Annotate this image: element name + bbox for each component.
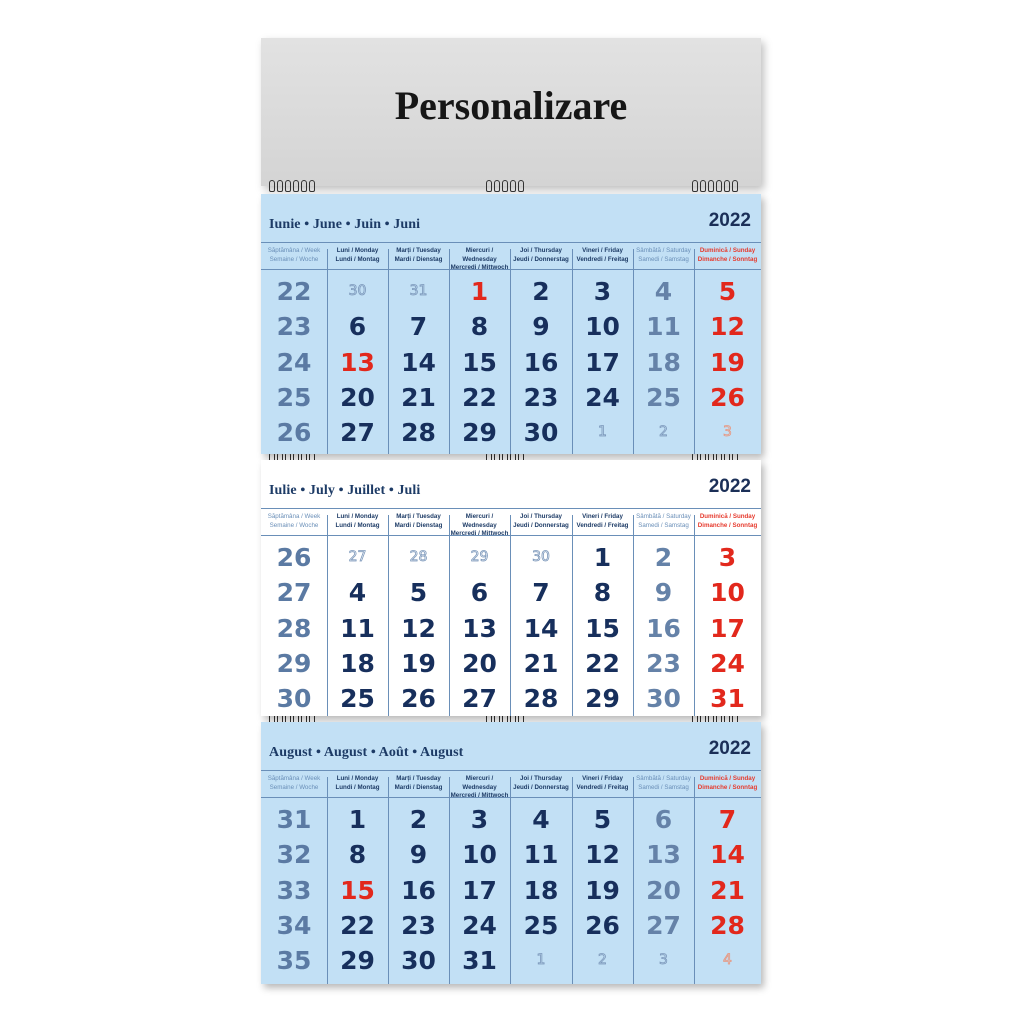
month-title: Iulie • July • Juillet • Juli [269, 483, 421, 498]
column-header-divider [261, 797, 761, 798]
column-header-line: Duminică / Sunday [699, 775, 756, 782]
column-header [572, 771, 633, 795]
column-header-line: Semaine / Woche [269, 521, 319, 529]
column-header-line: Dimanche / Sonntag [697, 521, 758, 529]
column-header [449, 509, 510, 537]
day-cell: 30 [532, 549, 550, 565]
day-cell: 31 [409, 283, 428, 299]
column-header [572, 243, 633, 267]
day-cell: 4 [723, 952, 732, 969]
column-header-line: Mercredi / Mittwoch [450, 530, 509, 537]
column-header [633, 243, 694, 267]
column-header-line: Luni / Monday [336, 247, 379, 254]
column-header [694, 771, 761, 795]
spiral-loop [692, 180, 698, 192]
day-cell: 5 [593, 805, 612, 834]
day-cell: 24 [462, 910, 497, 940]
day-cell: 3 [593, 277, 612, 306]
column-header [388, 509, 449, 533]
day-cell: 15 [462, 347, 497, 377]
day-cell: 16 [523, 347, 559, 377]
column-header-line: Duminică / Sunday [699, 513, 756, 520]
column-header [261, 243, 327, 267]
spiral-loop [700, 180, 706, 192]
column-header-line: Samedi / Samstag [638, 255, 689, 263]
column-header-line: Semaine / Woche [269, 255, 319, 263]
day-cell: 18 [340, 648, 375, 678]
month-panel [261, 194, 761, 454]
column-header-divider [261, 269, 761, 270]
day-cell: 4 [654, 277, 673, 306]
week-number: 26 [276, 543, 312, 572]
spiral-loop [518, 180, 524, 192]
day-cell: 1 [593, 543, 612, 572]
column-header-line: Mardi / Dienstag [394, 783, 443, 791]
day-cell: 17 [462, 875, 497, 905]
column-header-line: Duminică / Sunday [699, 247, 756, 254]
column-header-line: Jeudi / Donnerstag [513, 255, 569, 263]
day-cell: 4 [348, 578, 367, 608]
day-cell: 18 [523, 875, 559, 905]
column-header-line: Luni / Monday [336, 513, 379, 520]
column-header-line: Samedi / Samstag [638, 521, 689, 529]
week-number: 34 [276, 910, 312, 940]
week-number: 24 [276, 347, 312, 377]
day-cell: 6 [654, 805, 673, 834]
week-number: 26 [276, 418, 312, 448]
week-number: 30 [276, 684, 312, 714]
day-cell: 20 [646, 875, 681, 905]
week-number: 32 [276, 840, 312, 870]
day-cell: 9 [532, 312, 550, 342]
day-cell: 29 [585, 684, 620, 714]
day-cell: 15 [340, 875, 375, 905]
column-header-line: Joi / Thursday [520, 775, 562, 782]
spiral-loop [269, 180, 275, 192]
day-cell: 18 [646, 347, 681, 377]
column-header-line: Dimanche / Sonntag [697, 255, 758, 263]
spiral-loop [708, 180, 714, 192]
day-cell: 2 [659, 424, 668, 441]
column-header-line: Sâmbătă / Saturday [636, 247, 691, 254]
day-cell: 27 [646, 910, 681, 940]
column-header [327, 771, 388, 795]
column-header [694, 243, 761, 267]
day-cell: 12 [710, 312, 745, 342]
column-header-line: Miercuri / Wednesday [462, 513, 497, 529]
column-header-line: Mercredi / Mittwoch [450, 792, 509, 799]
column-header-line: Vineri / Friday [582, 513, 623, 520]
day-cell: 28 [523, 684, 559, 714]
spiral-loop [285, 180, 291, 192]
week-number: 28 [276, 613, 312, 643]
column-header-line: Semaine / Woche [269, 783, 319, 791]
year-label: 2022 [708, 476, 751, 497]
column-header-line: Săptămâna / Week [267, 775, 321, 782]
day-cell: 5 [718, 277, 737, 306]
day-cell: 24 [585, 382, 620, 412]
day-cell: 2 [598, 952, 607, 969]
column-header [449, 243, 510, 271]
day-cell: 14 [523, 613, 559, 643]
day-cell: 21 [710, 875, 745, 905]
day-cell: 31 [462, 946, 497, 976]
column-header-line: Joi / Thursday [520, 247, 562, 254]
week-number: 31 [276, 805, 312, 834]
day-cell: 1 [348, 805, 367, 834]
day-cell: 22 [462, 382, 497, 412]
day-cell: 19 [585, 875, 620, 905]
column-header-line: Lundi / Montag [335, 783, 380, 791]
day-cell: 7 [409, 312, 428, 342]
column-header-line: Lundi / Montag [335, 255, 380, 263]
day-cell: 30 [348, 283, 367, 299]
week-number: 25 [276, 382, 312, 412]
day-cell: 17 [710, 613, 745, 643]
spiral-loop [277, 180, 283, 192]
day-cell: 20 [462, 648, 497, 678]
column-header [261, 509, 327, 533]
day-cell: 13 [340, 347, 375, 377]
spiral-loop [716, 180, 722, 192]
day-cell: 11 [340, 613, 375, 643]
column-header-line: Marți / Tuesday [396, 513, 441, 520]
column-header-line: Jeudi / Donnerstag [513, 521, 569, 529]
column-header-line: Vineri / Friday [582, 247, 623, 254]
day-cell: 28 [401, 418, 436, 448]
day-cell: 10 [462, 840, 497, 870]
day-cell: 3 [659, 952, 668, 969]
day-cell: 4 [532, 805, 550, 834]
column-header [388, 243, 449, 267]
week-number: 33 [276, 875, 312, 905]
day-cell: 14 [401, 347, 436, 377]
column-header [388, 771, 449, 795]
header-text: Personalizare [394, 82, 628, 128]
day-cell: 22 [340, 910, 375, 940]
day-cell: 2 [409, 805, 428, 834]
day-cell: 29 [462, 418, 497, 448]
day-cell: 16 [401, 875, 436, 905]
day-cell: 25 [523, 910, 559, 940]
day-cell: 27 [348, 549, 367, 565]
column-header-line: Jeudi / Donnerstag [513, 783, 569, 791]
day-cell: 8 [593, 578, 612, 608]
column-header-line: Lundi / Montag [335, 521, 380, 529]
day-cell: 13 [462, 613, 497, 643]
week-number: 23 [276, 312, 312, 342]
day-cell: 26 [710, 382, 745, 412]
column-header [510, 243, 572, 267]
column-header-line: Vendredi / Freitag [576, 521, 629, 529]
month-panel [261, 722, 761, 984]
day-cell: 14 [710, 840, 745, 870]
column-header-line: Sâmbătă / Saturday [636, 775, 691, 782]
day-cell: 1 [470, 277, 489, 306]
day-cell: 19 [710, 347, 745, 377]
column-header-line: Vendredi / Freitag [576, 783, 629, 791]
day-cell: 8 [470, 312, 489, 342]
column-header-line: Sâmbătă / Saturday [636, 513, 691, 520]
day-cell: 21 [523, 648, 559, 678]
day-cell: 13 [646, 840, 681, 870]
day-cell: 2 [654, 543, 673, 572]
day-cell: 9 [654, 578, 673, 608]
column-header-line: Samedi / Samstag [638, 783, 689, 791]
year-label: 2022 [708, 210, 751, 231]
column-header-line: Marți / Tuesday [396, 775, 441, 782]
column-header-line: Vendredi / Freitag [576, 255, 629, 263]
day-cell: 7 [532, 578, 550, 608]
day-cell: 12 [585, 840, 620, 870]
day-cell: 25 [646, 382, 681, 412]
day-cell: 30 [401, 946, 436, 976]
week-number: 35 [276, 946, 312, 976]
column-header [572, 509, 633, 533]
day-cell: 23 [401, 910, 436, 940]
day-cell: 17 [585, 347, 620, 377]
day-cell: 15 [585, 613, 620, 643]
day-cell: 23 [646, 648, 681, 678]
spiral-loop [724, 180, 730, 192]
day-cell: 10 [710, 578, 745, 608]
day-cell: 7 [718, 805, 737, 834]
day-cell: 11 [523, 840, 559, 870]
column-header [261, 771, 327, 795]
day-cell: 16 [646, 613, 681, 643]
week-number: 22 [276, 277, 312, 306]
spiral-loop [301, 180, 307, 192]
day-cell: 6 [470, 578, 489, 608]
day-cell: 29 [340, 946, 375, 976]
day-cell: 10 [585, 312, 620, 342]
month-title: August • August • Août • August [269, 745, 464, 760]
spiral-loop [293, 180, 299, 192]
month-title: Iunie • June • Juin • Juni [269, 217, 421, 232]
column-header [510, 771, 572, 795]
column-header [449, 771, 510, 799]
spiral-loop [486, 180, 492, 192]
column-header-line: Săptămâna / Week [267, 247, 321, 254]
column-header [694, 509, 761, 533]
day-cell: 26 [585, 910, 620, 940]
day-cell: 28 [409, 549, 428, 565]
column-header-line: Mardi / Dienstag [394, 521, 443, 529]
day-cell: 3 [718, 543, 737, 572]
day-cell: 2 [532, 277, 550, 306]
column-header-line: Luni / Monday [336, 775, 379, 782]
column-header-line: Săptămâna / Week [267, 513, 321, 520]
spiral-loop [494, 180, 500, 192]
day-cell: 12 [401, 613, 436, 643]
spiral-loop [732, 180, 738, 192]
day-cell: 1 [536, 952, 546, 969]
column-header-line: Miercuri / Wednesday [462, 775, 497, 791]
column-header-line: Miercuri / Wednesday [462, 247, 497, 263]
column-header-line: Joi / Thursday [520, 513, 562, 520]
column-header [327, 509, 388, 533]
day-cell: 28 [710, 910, 745, 940]
spiral-loop [510, 180, 516, 192]
day-cell: 27 [340, 418, 375, 448]
day-cell: 5 [409, 578, 428, 608]
column-header [633, 509, 694, 533]
column-header [510, 509, 572, 533]
column-header-line: Dimanche / Sonntag [697, 783, 758, 791]
day-cell: 21 [401, 382, 436, 412]
day-cell: 30 [523, 418, 559, 448]
day-cell: 22 [585, 648, 620, 678]
week-number: 27 [276, 578, 312, 608]
spiral-loop [309, 180, 315, 192]
day-cell: 8 [348, 840, 367, 870]
day-cell: 19 [401, 648, 436, 678]
day-cell: 31 [710, 684, 745, 714]
day-cell: 3 [723, 424, 732, 441]
day-cell: 9 [409, 840, 428, 870]
day-cell: 6 [348, 312, 367, 342]
column-header-line: Mercredi / Mittwoch [450, 264, 509, 271]
spiral-loop [502, 180, 508, 192]
column-header [633, 771, 694, 795]
week-number: 29 [276, 648, 312, 678]
day-cell: 3 [470, 805, 489, 834]
day-cell: 26 [401, 684, 436, 714]
column-header-divider [261, 535, 761, 536]
column-header [327, 243, 388, 267]
day-cell: 23 [523, 382, 559, 412]
day-cell: 20 [340, 382, 375, 412]
day-cell: 29 [470, 549, 489, 565]
month-panel [261, 460, 761, 716]
day-cell: 27 [462, 684, 497, 714]
day-cell: 30 [646, 684, 681, 714]
column-header-line: Vineri / Friday [582, 775, 623, 782]
column-header-line: Marți / Tuesday [396, 247, 441, 254]
column-header-line: Mardi / Dienstag [394, 255, 443, 263]
personalization-header [261, 38, 761, 186]
day-cell: 25 [340, 684, 375, 714]
day-cell: 11 [646, 312, 681, 342]
day-cell: 1 [598, 424, 607, 441]
year-label: 2022 [708, 738, 751, 759]
day-cell: 24 [710, 648, 745, 678]
